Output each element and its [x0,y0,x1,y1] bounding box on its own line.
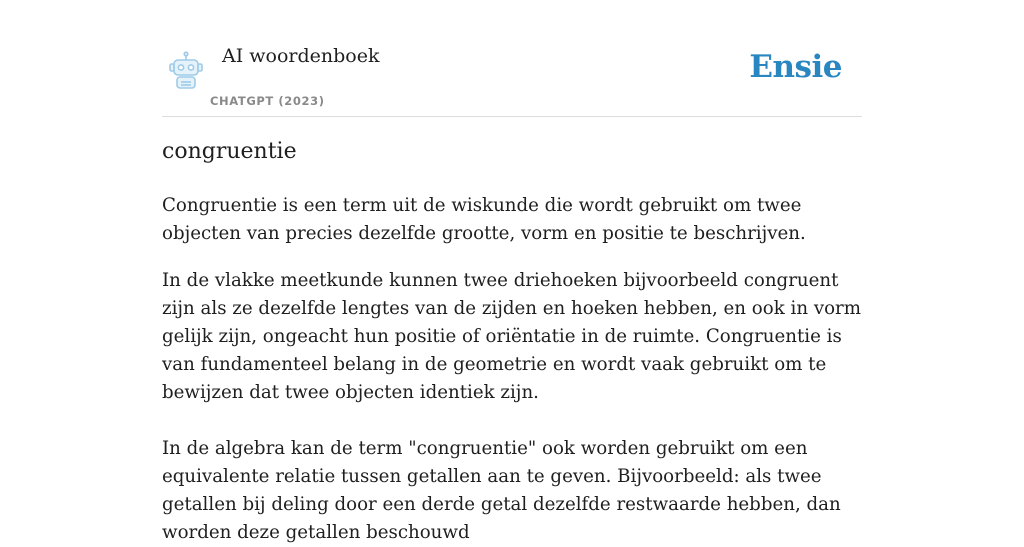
dictionary-title[interactable]: AI woordenboek [222,45,380,67]
entry-term: congruentie [162,139,297,164]
definition-paragraph: In de algebra kan de term "congruentie" ook worden gebruikt om een equivalente relatie tussen getallen aan te geven. Bijvoorbeeld: als twee getallen bij deling door een derde getal dezelfde restwaarde hebben, dan worden deze getallen beschouwd [162,438,841,543]
page [162,0,862,543]
robot-icon [166,51,206,91]
definition-paragraph: In de vlakke meetkunde kunnen twee driehoeken bijvoorbeeld congruent zijn als ze dezelfde lengtes van de zijden en hoeken hebben, en ook in vorm gelijk zijn, ongeacht hun positie of oriëntatie in de ruimte. Congruentie is van fundamenteel belang in de geometrie en wordt vaak gebruikt om te bewijzen dat twee objecten identiek zijn. [162,270,861,403]
dictionary-source: CHATGPT (2023) [210,94,325,108]
brand-logo[interactable]: Ensie [749,49,842,85]
definition-paragraph: Congruentie is een term uit de wiskunde die wordt gebruikt om twee objecten van precies dezelfde grootte, vorm en positie te beschrijven. [162,195,806,244]
site-header [162,0,862,117]
